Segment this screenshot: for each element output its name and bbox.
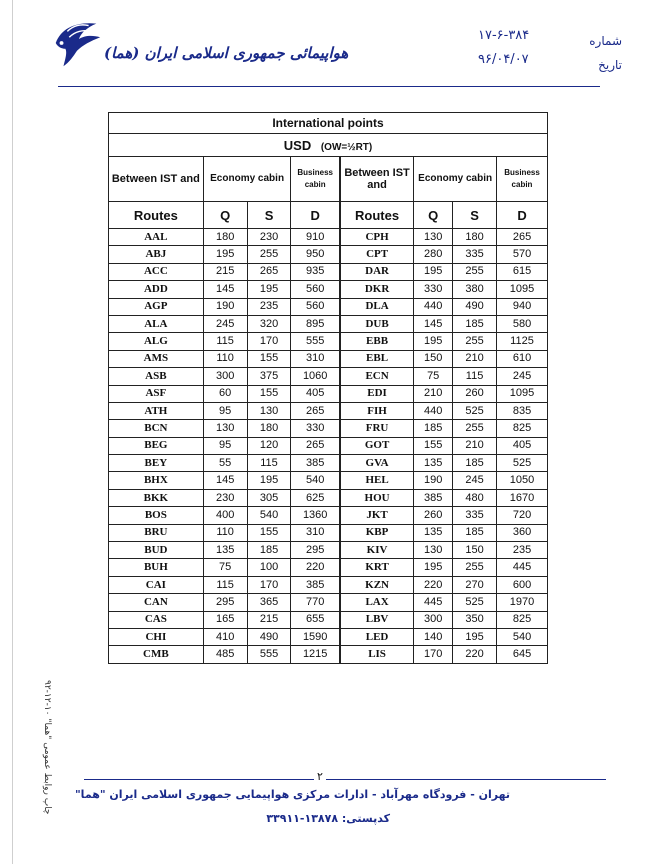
left-s-cell: 180	[247, 420, 291, 437]
right-d-cell: 1125	[497, 333, 548, 350]
right-q-cell: 75	[414, 368, 453, 385]
table-row	[109, 298, 548, 315]
table-row	[109, 281, 548, 298]
right-s-cell: 255	[453, 333, 497, 350]
right-s-cell: 490	[453, 298, 497, 315]
table-row	[109, 246, 548, 263]
table-row	[109, 437, 548, 454]
right-q-cell: 280	[414, 246, 453, 263]
left-q-cell: 110	[203, 350, 247, 367]
ow-note: (OW=½RT)	[320, 141, 373, 153]
right-d-cell: 570	[497, 246, 548, 263]
right-d-cell: 580	[497, 315, 548, 332]
right-route-cell: DKR	[340, 281, 414, 298]
right-route-cell: ECN	[340, 368, 414, 385]
left-d-cell: 1215	[291, 646, 340, 663]
right-route-cell: LIS	[340, 646, 414, 663]
left-d-cell: 310	[291, 350, 340, 367]
right-s-cell: 255	[453, 559, 497, 576]
right-s-cell: 480	[453, 489, 497, 506]
left-d-cell: 625	[291, 489, 340, 506]
right-d-cell: 940	[497, 298, 548, 315]
right-d-cell: 245	[497, 368, 548, 385]
left-s-cell: 155	[247, 350, 291, 367]
left-route-cell: CAI	[109, 576, 204, 593]
right-q-cell: 445	[414, 594, 453, 611]
right-route-cell: CPT	[340, 246, 414, 263]
left-d-cell: 555	[291, 333, 340, 350]
table-row	[109, 542, 548, 559]
date-value: ۹۶/۰۴/۰۷	[478, 52, 529, 67]
left-route-cell: CAS	[109, 611, 204, 628]
left-route-cell: AGP	[109, 298, 204, 315]
right-route-cell: HEL	[340, 472, 414, 489]
right-d-cell: 1095	[497, 385, 548, 402]
left-route-cell: BEG	[109, 437, 204, 454]
left-q-cell: 145	[203, 472, 247, 489]
business-header-left: Business cabin	[291, 157, 340, 202]
left-s-cell: 320	[247, 315, 291, 332]
left-q-cell: 180	[203, 229, 247, 246]
right-q-cell: 190	[414, 472, 453, 489]
left-route-cell: CMB	[109, 646, 204, 663]
fare-table	[108, 112, 548, 664]
right-s-cell: 115	[453, 368, 497, 385]
table-row	[109, 559, 548, 576]
right-route-cell: KIV	[340, 542, 414, 559]
left-route-cell: ABJ	[109, 246, 204, 263]
right-q-cell: 150	[414, 350, 453, 367]
header-rule	[58, 86, 600, 87]
economy-header-right: Economy cabin	[414, 157, 497, 202]
left-q-cell: 410	[203, 628, 247, 645]
right-d-cell: 445	[497, 559, 548, 576]
economy-header-left: Economy cabin	[203, 157, 291, 202]
left-d-cell: 310	[291, 524, 340, 541]
right-d-cell: 540	[497, 628, 548, 645]
q-col-right: Q	[414, 202, 453, 229]
right-d-cell: 720	[497, 507, 548, 524]
left-s-cell: 230	[247, 229, 291, 246]
right-s-cell: 210	[453, 437, 497, 454]
table-row	[109, 472, 548, 489]
footer-rule	[84, 779, 606, 780]
table-row	[109, 611, 548, 628]
left-d-cell: 220	[291, 559, 340, 576]
left-q-cell: 60	[203, 385, 247, 402]
left-q-cell: 95	[203, 437, 247, 454]
table-row	[109, 263, 548, 280]
left-s-cell: 100	[247, 559, 291, 576]
table-row	[109, 524, 548, 541]
footer-postal-code: کدپستی: ۱۳۸۷۸-۳۳۹۱۱	[266, 812, 390, 825]
left-s-cell: 195	[247, 281, 291, 298]
left-route-cell: AAL	[109, 229, 204, 246]
left-q-cell: 215	[203, 263, 247, 280]
routes-col-right: Routes	[340, 202, 414, 229]
currency-row	[109, 134, 548, 157]
right-d-cell: 1970	[497, 594, 548, 611]
left-d-cell: 770	[291, 594, 340, 611]
right-d-cell: 825	[497, 611, 548, 628]
right-d-cell: 265	[497, 229, 548, 246]
left-s-cell: 305	[247, 489, 291, 506]
right-s-cell: 180	[453, 229, 497, 246]
right-route-cell: KBP	[340, 524, 414, 541]
left-d-cell: 265	[291, 402, 340, 419]
table-row	[109, 628, 548, 645]
left-route-cell: ASF	[109, 385, 204, 402]
right-s-cell: 195	[453, 628, 497, 645]
table-row	[109, 402, 548, 419]
right-s-cell: 255	[453, 263, 497, 280]
left-route-cell: CAN	[109, 594, 204, 611]
left-d-cell: 385	[291, 576, 340, 593]
left-q-cell: 135	[203, 542, 247, 559]
right-s-cell: 220	[453, 646, 497, 663]
table-row	[109, 315, 548, 332]
right-route-cell: KZN	[340, 576, 414, 593]
right-route-cell: GOT	[340, 437, 414, 454]
right-q-cell: 130	[414, 229, 453, 246]
right-d-cell: 1095	[497, 281, 548, 298]
right-d-cell: 615	[497, 263, 548, 280]
left-d-cell: 950	[291, 246, 340, 263]
left-d-cell: 540	[291, 472, 340, 489]
left-d-cell: 655	[291, 611, 340, 628]
right-s-cell: 260	[453, 385, 497, 402]
left-d-cell: 560	[291, 298, 340, 315]
left-route-cell: CHI	[109, 628, 204, 645]
date-label: تاریخ	[598, 58, 622, 72]
left-route-cell: BHX	[109, 472, 204, 489]
right-s-cell: 255	[453, 420, 497, 437]
left-s-cell: 555	[247, 646, 291, 663]
table-row	[109, 385, 548, 402]
routes-col-left: Routes	[109, 202, 204, 229]
left-route-cell: ALG	[109, 333, 204, 350]
print-stamp	[34, 680, 58, 830]
right-d-cell: 600	[497, 576, 548, 593]
left-q-cell: 75	[203, 559, 247, 576]
right-q-cell: 220	[414, 576, 453, 593]
table-row	[109, 333, 548, 350]
left-route-cell: ATH	[109, 402, 204, 419]
s-col-right: S	[453, 202, 497, 229]
left-route-cell: BUH	[109, 559, 204, 576]
right-s-cell: 185	[453, 524, 497, 541]
left-s-cell: 215	[247, 611, 291, 628]
right-q-cell: 260	[414, 507, 453, 524]
left-q-cell: 195	[203, 246, 247, 263]
right-s-cell: 525	[453, 594, 497, 611]
left-d-cell: 910	[291, 229, 340, 246]
right-route-cell: DAR	[340, 263, 414, 280]
right-q-cell: 440	[414, 402, 453, 419]
right-q-cell: 130	[414, 542, 453, 559]
left-route-cell: BEY	[109, 455, 204, 472]
left-route-cell: ASB	[109, 368, 204, 385]
footer-address: تهران - فرودگاه مهرآباد - ادارات مرکزی هواپیمایی جمهوری اسلامی ایران "هما"	[74, 788, 510, 801]
left-s-cell: 155	[247, 524, 291, 541]
right-s-cell: 525	[453, 402, 497, 419]
right-q-cell: 440	[414, 298, 453, 315]
right-route-cell: EBB	[340, 333, 414, 350]
right-q-cell: 145	[414, 315, 453, 332]
left-s-cell: 170	[247, 576, 291, 593]
right-d-cell: 1050	[497, 472, 548, 489]
page-number: ۲	[314, 770, 326, 783]
left-s-cell: 265	[247, 263, 291, 280]
right-s-cell: 185	[453, 315, 497, 332]
right-q-cell: 135	[414, 524, 453, 541]
left-route-cell: ACC	[109, 263, 204, 280]
right-q-cell: 140	[414, 628, 453, 645]
right-q-cell: 195	[414, 263, 453, 280]
left-d-cell: 385	[291, 455, 340, 472]
left-q-cell: 245	[203, 315, 247, 332]
right-s-cell: 245	[453, 472, 497, 489]
table-title: International points	[109, 113, 548, 134]
right-d-cell: 235	[497, 542, 548, 559]
page-edge	[12, 0, 13, 864]
right-route-cell: DLA	[340, 298, 414, 315]
left-d-cell: 330	[291, 420, 340, 437]
table-row	[109, 489, 548, 506]
right-route-cell: EDI	[340, 385, 414, 402]
left-s-cell: 120	[247, 437, 291, 454]
left-d-cell: 1590	[291, 628, 340, 645]
right-q-cell: 210	[414, 385, 453, 402]
left-s-cell: 155	[247, 385, 291, 402]
left-q-cell: 300	[203, 368, 247, 385]
right-s-cell: 350	[453, 611, 497, 628]
left-route-cell: BCN	[109, 420, 204, 437]
table-row	[109, 229, 548, 246]
left-s-cell: 235	[247, 298, 291, 315]
right-q-cell: 155	[414, 437, 453, 454]
right-q-cell: 185	[414, 420, 453, 437]
right-s-cell: 185	[453, 455, 497, 472]
d-col-right: D	[497, 202, 548, 229]
left-route-cell: BRU	[109, 524, 204, 541]
left-q-cell: 190	[203, 298, 247, 315]
left-q-cell: 115	[203, 576, 247, 593]
left-s-cell: 195	[247, 472, 291, 489]
right-route-cell: LAX	[340, 594, 414, 611]
homa-bird-logo-icon	[48, 14, 106, 72]
left-q-cell: 230	[203, 489, 247, 506]
number-value: ۱۷-۶-۳۸۴	[478, 28, 530, 43]
left-q-cell: 295	[203, 594, 247, 611]
right-q-cell: 135	[414, 455, 453, 472]
right-route-cell: CPH	[340, 229, 414, 246]
table-row	[109, 455, 548, 472]
right-s-cell: 150	[453, 542, 497, 559]
right-d-cell: 610	[497, 350, 548, 367]
left-s-cell: 170	[247, 333, 291, 350]
left-route-cell: BOS	[109, 507, 204, 524]
right-d-cell: 835	[497, 402, 548, 419]
left-q-cell: 485	[203, 646, 247, 663]
left-q-cell: 110	[203, 524, 247, 541]
right-q-cell: 195	[414, 559, 453, 576]
left-route-cell: AMS	[109, 350, 204, 367]
left-q-cell: 130	[203, 420, 247, 437]
table-row	[109, 594, 548, 611]
right-d-cell: 1670	[497, 489, 548, 506]
left-d-cell: 405	[291, 385, 340, 402]
between-header-left: Between IST and	[109, 157, 204, 202]
left-d-cell: 935	[291, 263, 340, 280]
left-route-cell: ADD	[109, 281, 204, 298]
right-route-cell: LED	[340, 628, 414, 645]
right-route-cell: GVA	[340, 455, 414, 472]
right-route-cell: DUB	[340, 315, 414, 332]
right-route-cell: LBV	[340, 611, 414, 628]
left-q-cell: 165	[203, 611, 247, 628]
number-label: شماره	[589, 34, 622, 48]
left-d-cell: 1060	[291, 368, 340, 385]
left-q-cell: 400	[203, 507, 247, 524]
right-route-cell: EBL	[340, 350, 414, 367]
currency-label: USD	[283, 137, 312, 153]
right-d-cell: 525	[497, 455, 548, 472]
q-col-left: Q	[203, 202, 247, 229]
right-d-cell: 825	[497, 420, 548, 437]
right-q-cell: 330	[414, 281, 453, 298]
left-d-cell: 895	[291, 315, 340, 332]
between-header-right: Between IST and	[340, 157, 414, 202]
left-d-cell: 295	[291, 542, 340, 559]
right-s-cell: 270	[453, 576, 497, 593]
left-route-cell: BKK	[109, 489, 204, 506]
right-route-cell: KRT	[340, 559, 414, 576]
right-route-cell: FRU	[340, 420, 414, 437]
left-d-cell: 1360	[291, 507, 340, 524]
table-row	[109, 646, 548, 663]
left-d-cell: 560	[291, 281, 340, 298]
table-row	[109, 576, 548, 593]
right-d-cell: 645	[497, 646, 548, 663]
left-s-cell: 375	[247, 368, 291, 385]
left-s-cell: 115	[247, 455, 291, 472]
right-route-cell: HOU	[340, 489, 414, 506]
left-route-cell: BUD	[109, 542, 204, 559]
left-s-cell: 540	[247, 507, 291, 524]
left-q-cell: 55	[203, 455, 247, 472]
left-s-cell: 255	[247, 246, 291, 263]
left-q-cell: 95	[203, 402, 247, 419]
table-row	[109, 420, 548, 437]
table-row	[109, 368, 548, 385]
right-s-cell: 335	[453, 507, 497, 524]
right-s-cell: 380	[453, 281, 497, 298]
table-row	[109, 507, 548, 524]
right-route-cell: FIH	[340, 402, 414, 419]
left-route-cell: ALA	[109, 315, 204, 332]
business-header-right: Business cabin	[497, 157, 548, 202]
right-q-cell: 385	[414, 489, 453, 506]
right-d-cell: 360	[497, 524, 548, 541]
print-stamp-text: چاپ روابط عمومی "هما" ۱۰-۱۲-۹۲	[42, 680, 52, 815]
left-q-cell: 115	[203, 333, 247, 350]
right-q-cell: 195	[414, 333, 453, 350]
s-col-left: S	[247, 202, 291, 229]
right-d-cell: 405	[497, 437, 548, 454]
left-d-cell: 265	[291, 437, 340, 454]
left-s-cell: 490	[247, 628, 291, 645]
airline-name: هواپیمائی جمهوری اسلامی ایران (هما)	[104, 44, 349, 62]
table-row	[109, 350, 548, 367]
fare-table-body	[109, 229, 548, 664]
right-s-cell: 210	[453, 350, 497, 367]
right-q-cell: 170	[414, 646, 453, 663]
d-col-left: D	[291, 202, 340, 229]
left-s-cell: 365	[247, 594, 291, 611]
right-route-cell: JKT	[340, 507, 414, 524]
left-s-cell: 185	[247, 542, 291, 559]
left-q-cell: 145	[203, 281, 247, 298]
letterhead	[0, 0, 648, 95]
left-s-cell: 130	[247, 402, 291, 419]
right-q-cell: 300	[414, 611, 453, 628]
right-s-cell: 335	[453, 246, 497, 263]
